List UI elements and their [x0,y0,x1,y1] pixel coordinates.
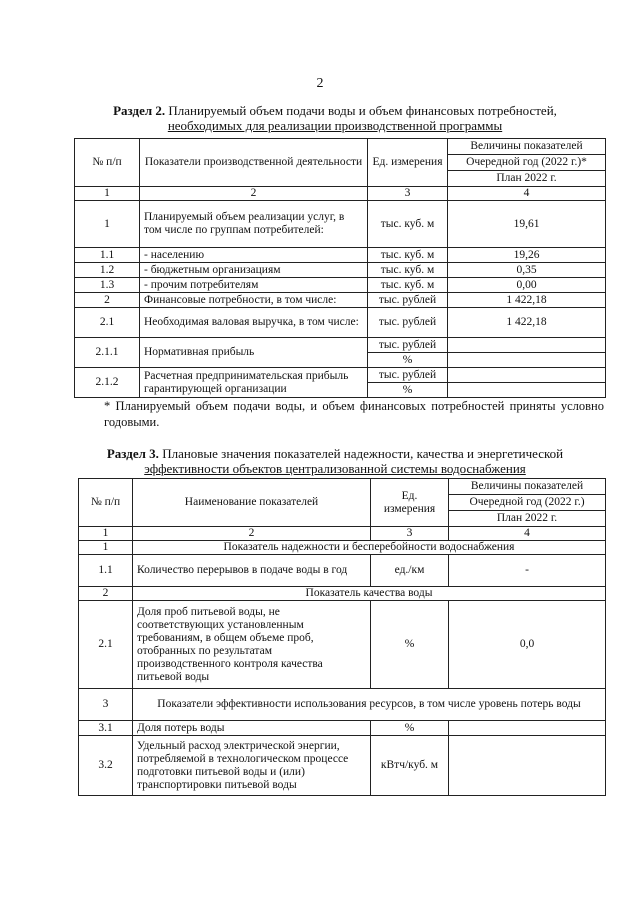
group-row [79,587,606,601]
group-num: 3 [79,689,133,721]
row-name: Необходимая валовая выручка, в том числе: [140,308,368,338]
row-num: 2.1 [79,601,133,689]
row-num: 1 [75,201,140,248]
group-title: Показатели эффективности использования ресурсов, в том числе уровень потерь воды [133,689,606,721]
section2-title-bold: Раздел 2. [113,103,166,118]
row-name: Финансовые потребности, в том числе: [140,293,368,308]
row-num: 1.3 [75,278,140,293]
section3-title-line2: эффективности объектов централизованной системы водоснабжения [144,461,526,476]
row-unit: тыс. куб. м [368,248,448,263]
row-value: 19,61 [448,201,606,248]
section3-title-line1: Плановые значения показателей надежности, качества и энергетической [162,446,564,461]
section3-table [78,478,606,796]
page-number: 2 [316,76,324,91]
section3-title [85,446,585,476]
row-value [449,721,606,736]
section2-table [74,138,606,398]
row-num: 2.1.1 [75,338,140,368]
row-value: 1 422,18 [448,308,606,338]
row-unit: тыс. куб. м [368,263,448,278]
row-unit: ед./км [371,555,449,587]
table-row [79,601,606,689]
header-num: № п/п [75,139,140,187]
table-row [75,263,606,278]
row-value [448,368,606,383]
col-number: 1 [75,187,140,201]
group-row [79,689,606,721]
header-unit: Ед. измерения [368,139,448,187]
row-num: 1.2 [75,263,140,278]
row-value: 0,00 [448,278,606,293]
section2-title-line1: Планируемый объем подачи воды и объем финансовых потребностей, [168,103,557,118]
row-value: 1 422,18 [448,293,606,308]
table-row [75,293,606,308]
row-num: 2.1.2 [75,368,140,398]
row-value: - [449,555,606,587]
header-indicators: Наименование показателей [133,479,371,527]
row-num: 1.1 [79,555,133,587]
col-number: 2 [140,187,368,201]
row-num: 1.1 [75,248,140,263]
row-unit: тыс. рублей [368,368,448,383]
row-num: 3.1 [79,721,133,736]
row-name: Доля проб питьевой воды, не соответствующих установленным требованиям, в общем объеме проб, отобранных по результатам производственного контроля качества питьевой воды [133,601,371,689]
table-row [75,201,606,248]
section2-title [85,103,585,133]
row-num: 3.2 [79,736,133,796]
group-row [79,541,606,555]
header-plan: План 2022 г. [448,171,606,187]
row-unit: тыс. куб. м [368,201,448,248]
header-plan: План 2022 г. [449,511,606,527]
row-value: 0,35 [448,263,606,278]
row-name: - бюджетным организациям [140,263,368,278]
row-unit: % [368,383,448,398]
row-unit: тыс. рублей [368,308,448,338]
row-unit: кВтч/куб. м [371,736,449,796]
table-row [79,555,606,587]
section2-title-line2: необходимых для реализации производственной программы [167,118,503,133]
table-row [75,338,606,353]
col-number: 2 [133,527,371,541]
row-value [448,353,606,368]
row-unit: % [371,721,449,736]
row-name: Доля потерь воды [133,721,371,736]
row-name: Удельный расход электрической энергии, потребляемой в технологическом процессе подготовки питьевой воды и (или) транспортировки питьевой воды [133,736,371,796]
row-value [448,338,606,353]
row-value: 0,0 [449,601,606,689]
row-name: - населению [140,248,368,263]
header-unit: Ед. измерения [371,479,449,527]
header-num: № п/п [79,479,133,527]
header-values: Величины показателей [449,479,606,495]
header-year: Очередной год (2022 г.)* [448,155,606,171]
col-number: 4 [449,527,606,541]
row-name: Количество перерывов в подаче воды в год [133,555,371,587]
header-values: Величины показателей [448,139,606,155]
row-unit: тыс. рублей [368,293,448,308]
row-unit: тыс. рублей [368,338,448,353]
header-year: Очередной год (2022 г.) [449,495,606,511]
row-value [449,736,606,796]
group-num: 1 [79,541,133,555]
row-num: 2 [75,293,140,308]
col-number: 4 [448,187,606,201]
col-number: 3 [371,527,449,541]
row-name: Нормативная прибыль [140,338,368,368]
table-row [75,278,606,293]
col-number: 1 [79,527,133,541]
row-unit: % [368,353,448,368]
row-value [448,383,606,398]
col-number: 3 [368,187,448,201]
section3-title-bold: Раздел 3. [106,446,159,461]
group-num: 2 [79,587,133,601]
table-row [79,736,606,796]
table-row [75,248,606,263]
row-name: Расчетная предпринимательская прибыль гарантирующей организации [140,368,368,398]
section2-note: * Планируемый объем подачи воды, и объем финансовых потребностей приняты условно годовыми. [104,399,604,429]
row-unit: % [371,601,449,689]
row-value: 19,26 [448,248,606,263]
group-title: Показатель надежности и бесперебойности водоснабжения [133,541,606,555]
table-row [75,308,606,338]
row-name: - прочим потребителям [140,278,368,293]
table-row [79,721,606,736]
table-row [75,368,606,383]
row-num: 2.1 [75,308,140,338]
row-name: Планируемый объем реализации услуг, в том числе по группам потребителей: [140,201,368,248]
group-title: Показатель качества воды [133,587,606,601]
header-indicators: Показатели производственной деятельности [140,139,368,187]
row-unit: тыс. куб. м [368,278,448,293]
